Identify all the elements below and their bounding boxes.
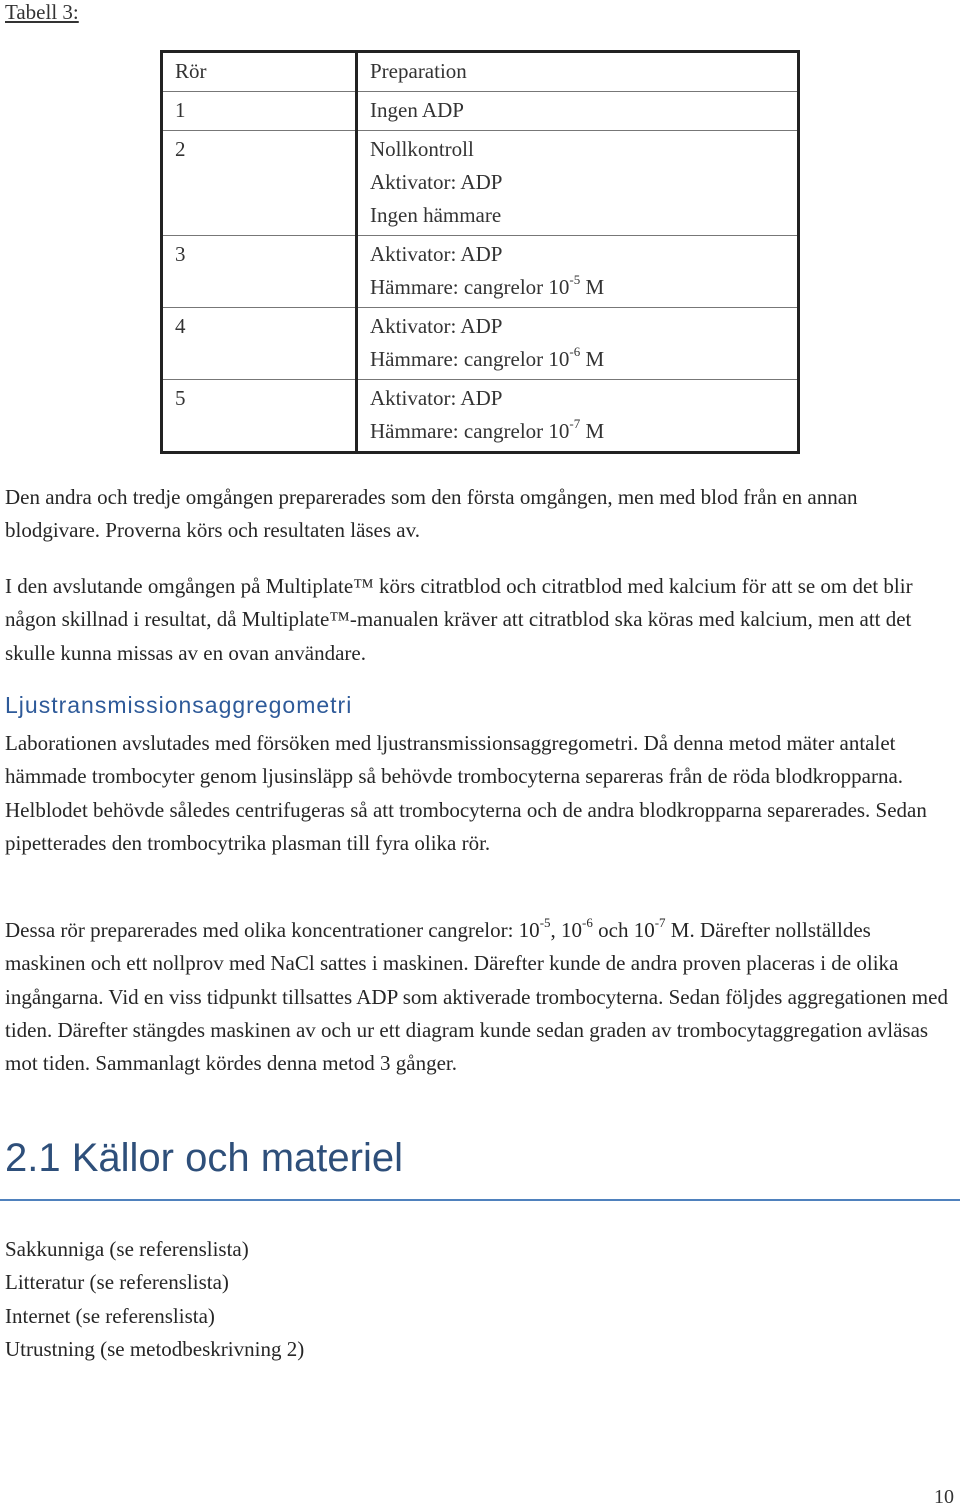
tube-number: 1	[162, 92, 357, 131]
header-tube: Rör	[162, 52, 357, 92]
inhibitor-text: Hämmare: cangrelor 10	[370, 275, 570, 299]
preparation-cell	[357, 131, 799, 236]
materials-list	[5, 1233, 304, 1366]
paragraph-final-round: I den avslutande omgången på Multiplate™ körs citratblod och citratblod med kalcium för att se om det blir någon skillnad i resultat, då Multiplate™-manualen kräver att citratblod ska köras med kalcium, men att det skulle kunna missas av en ovan användare.	[5, 574, 913, 665]
table-row	[162, 131, 799, 236]
tube-number: 5	[162, 380, 357, 453]
heading-rule	[0, 1199, 960, 1201]
unit: M	[580, 275, 605, 299]
exponent: -5	[569, 272, 581, 287]
table-row	[162, 308, 799, 380]
preparation-line: Aktivator: ADP	[370, 386, 503, 410]
table-row	[162, 92, 799, 131]
preparation-line	[370, 343, 785, 376]
tube-number: 2	[162, 131, 357, 236]
text-run: M. Därefter nollställdes maskinen och ett nollprov med NaCl sattes i maskinen. Därefter kunde de andra proven placeras i de olika ingångarna. Vid en viss tidpunkt tillsattes ADP som aktiverade trombocyterna. Sedan följdes aggregationen med tiden. Därefter stängdes maskinen av och ur ett diagram kunde sedan graden av trombocytaggregation avläsas mot tiden. Sammanlagt kördes denna metod 3 gånger.	[5, 918, 948, 1076]
preparation-line	[370, 271, 785, 304]
preparation-cell	[357, 308, 799, 380]
table-header-row	[162, 52, 799, 92]
list-item: Sakkunniga (se referenslista)	[5, 1237, 249, 1261]
preparation-cell	[357, 236, 799, 308]
exponent: -6	[569, 344, 581, 359]
list-item: Internet (se referenslista)	[5, 1303, 215, 1328]
preparation-line: Aktivator: ADP	[370, 170, 503, 194]
exponent: -5	[539, 915, 551, 930]
tube-number: 3	[162, 236, 357, 308]
exponent: -6	[582, 915, 593, 930]
paragraph-second-round: Den andra och tredje omgången preparerades som den första omgången, men med blod från en annan blodgivare. Proverna körs och resultaten läses av.	[5, 485, 858, 543]
unit: M	[580, 347, 605, 371]
preparation-line: Nollkontroll	[370, 137, 474, 161]
preparation-table	[160, 50, 800, 454]
list-item: Utrustning (se metodbeskrivning 2)	[5, 1336, 305, 1361]
header-preparation: Preparation	[357, 52, 799, 92]
preparation-cell	[357, 380, 799, 453]
text-run: , 10	[550, 918, 583, 942]
table-row	[162, 380, 799, 453]
section-subheading: Ljustransmissionsaggregometri	[5, 692, 353, 718]
list-item: Litteratur (se referenslista)	[5, 1270, 229, 1295]
preparation-line	[370, 415, 785, 448]
preparation-line: Aktivator: ADP	[370, 314, 503, 338]
table-row	[162, 236, 799, 308]
text-run: Dessa rör preparerades med olika koncentrationer cangrelor: 10	[5, 918, 540, 942]
paragraph-lta-intro: Laborationen avslutades med försöken med ljustransmissionsaggregometri. Då denna metod mäter antalet hämmade trombocyter genom ljusinsläpp så behövde trombocyterna separeras från de röda blodkropparna. Helblodet behövde således centrifugeras så att trombocyterna och de andra blodkropparna separerades. Sedan pipetterades den trombocytrika plasman till fyra olika rör.	[5, 731, 927, 855]
preparation-line: Ingen ADP	[370, 98, 464, 122]
unit: M	[580, 419, 605, 443]
table-caption: Tabell 3:	[5, 0, 79, 24]
exponent: -7	[569, 416, 581, 431]
page-number: 10	[934, 1486, 954, 1508]
preparation-cell	[357, 92, 799, 131]
exponent: -7	[654, 915, 666, 930]
section-heading: 2.1 Källor och materiel	[5, 1136, 403, 1180]
paragraph-lta-method	[5, 914, 950, 1080]
tube-number: 4	[162, 308, 357, 380]
preparation-line: Aktivator: ADP	[370, 242, 503, 266]
preparation-line: Ingen hämmare	[370, 203, 502, 227]
text-run: och 10	[592, 918, 655, 942]
inhibitor-text: Hämmare: cangrelor 10	[370, 347, 570, 371]
inhibitor-text: Hämmare: cangrelor 10	[370, 419, 570, 443]
